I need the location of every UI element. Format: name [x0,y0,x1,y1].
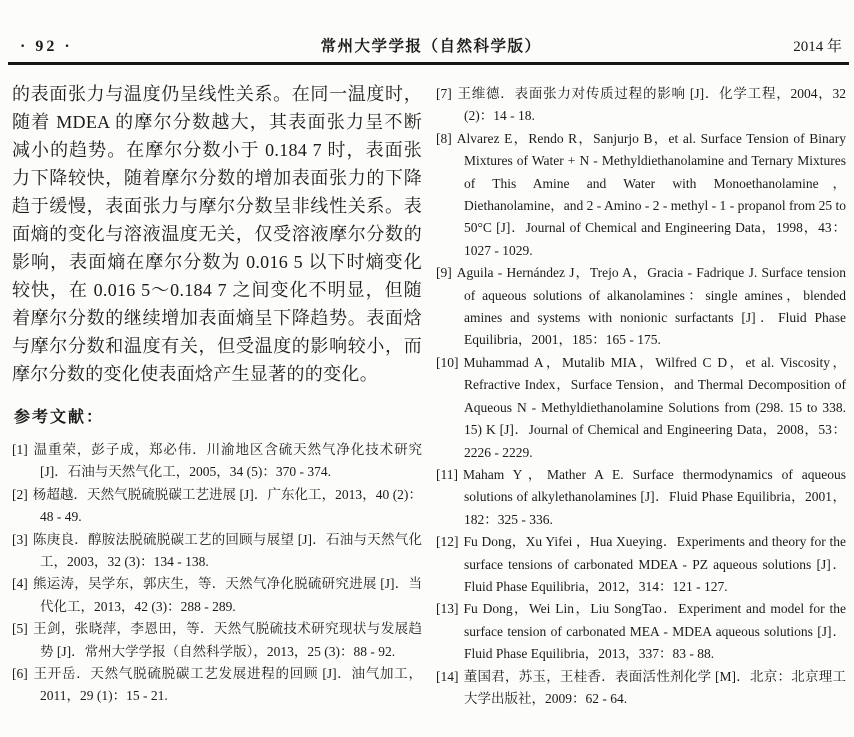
reference-item [436,352,846,464]
reference-text: 温重荣，彭子成，郑必伟．川渝地区含硫天然气净化技术研究 [J]．石油与天然气化工，2005，34 (5)：370 - 374. [32,442,422,480]
two-column-layout [12,80,846,737]
reference-list-left [12,439,422,708]
references-heading: 参考文献： [14,409,105,426]
reference-label: [6] [12,666,28,682]
reference-label: [13] [436,601,459,617]
reference-item [436,464,846,531]
reference-text: Aguila - Hernández J，Trejo A，Gracia - Fadrique J. Surface tension of aqueous solutions of alkanolamines：single amines，blended amines and systems with nonionic surfactants [J]．Fluid Phase Equilibria，2001，185：165 - 175. [456,265,846,348]
reference-item [12,618,422,663]
reference-text: 王剑，张晓萍，李恩田，等．天然气脱硫技术研究现状与发展趋势 [J]．常州大学学报（自然科学版），2013，25 (3)：88 - 92. [32,621,422,659]
reference-text: Alvarez E，Rendo R，Sanjurjo B，et al. Surface Tension of Binary Mixtures of Water + N - Methyldiethanolamine and Ternary Mixtures of This Amine and Water with Monoethanolamine，Diethanolamine，and 2 - Amino - 2 - methyl - 1 - propanol from 25 to 50°C [J]．Journal of Chemical and Engineering Data，1998，43：1027 - 1029. [456,130,846,258]
reference-item [12,529,422,574]
reference-label: [8] [436,130,452,146]
reference-item [436,598,846,665]
reference-label: [11] [436,466,458,482]
reference-text: Fu Dong，Xu Yifei ，Hua Xueying．Experiments and theory for the surface tensions of carbonated MDEA - PZ aqueous solutions [J]．Fluid Phase Equilibria，2012，314：121 - 127. [463,534,846,594]
header-rule [8,62,849,65]
reference-text: 王维德．表面张力对传质过程的影响 [J]．化学工程，2004，32 (2)：14 - 18. [456,86,846,124]
reference-text: 熊运涛，吴学东，郭庆生，等．天然气净化脱硫研究进展 [J]．当代化工，2013，42 (3)：288 - 289. [32,576,422,614]
left-column [12,80,422,737]
reference-label: [4] [12,576,28,592]
reference-label: [5] [12,621,28,637]
reference-label: [14] [436,668,459,684]
reference-item [12,484,422,529]
reference-text: Maham Y，Mather A E. Surface thermodynamics of aqueous solutions of alkylethanolamines [J]．Fluid Phase Equilibria，2001，182：325 - 336. [463,466,846,527]
reference-label: [12] [436,534,459,550]
reference-item [436,262,846,352]
reference-item [436,666,846,711]
body-paragraph: 的表面张力与温度仍呈线性关系。在同一温度时，随着 MDEA 的摩尔分数越大，其表面张力呈不断减小的趋势。在摩尔分数小于 0.184 7 时，表面张力下降较快，随着摩尔分数的增加表面张力的下降趋于缓慢，表面张力与摩尔分数呈非线性关系。表面熵的变化与溶液温度无关，仅受溶液摩尔分数的影响，表面熵在摩尔分数为 0.016 5 以下时熵变化较快，在 0.016 5～0.184 7 之间变化不明显，但随着摩尔分数的继续增加表面熵呈下降趋势。表面焓与摩尔分数和温度有关，但受温度的影响较小，而摩尔分数的变化使表面焓产生显著的的变化。 [12,84,422,384]
running-header [20,34,842,56]
reference-label: [9] [436,265,452,281]
journal-title: 常州大学学报（自然科学版） [320,38,542,55]
reference-label: [1] [12,442,28,457]
reference-text: 王开岳．天然气脱硫脱碳工艺发展进程的回顾 [J]．油气加工，2011，29 (1)：15 - 21. [32,666,422,704]
reference-text: 陈庚良．醇胺法脱硫脱碳工艺的回顾与展望 [J]．石油与天然气化工，2003，32 (3)：134 - 138. [32,531,422,570]
reference-text: 杨超越．天然气脱硫脱碳工艺进展 [J]．广东化工，2013，40 (2)：48 - 49. [32,486,422,525]
right-column [436,80,846,737]
reference-item [436,531,846,598]
reference-item [12,573,422,618]
reference-item [436,128,846,262]
reference-label: [2] [12,486,28,502]
reference-item [12,663,422,708]
reference-list-right [436,80,846,710]
reference-label: [3] [12,531,28,547]
year-label: 2014 年 [793,39,842,55]
reference-text: 董国君，苏玉，王桂香．表面活性剂化学 [M]．北京：北京理工大学出版社，2009：62 - 64. [463,668,846,706]
page-number: · 92 · [20,38,73,55]
reference-text: Fu Dong，Wei Lin，Liu SongTao．Experiment and model for the surface tension of carbonated MEA - MDEA aqueous solutions [J]．Fluid Phase Equilibria，2013，337：83 - 88. [463,601,846,662]
reference-text: Muhammad A，Mutalib MIA，Wilfred C D，et al. Viscosity，Refractive Index，Surface Tension，and Thermal Decomposition of Aqueous N - Methyldiethanolamine Solutions from (298. 15 to 338. 15) K [J]．Journal of Chemical and Engineering Data，2008，53：2226 - 2229. [463,354,846,460]
reference-label: [10] [436,354,459,370]
reference-item [12,439,422,484]
reference-item [436,83,846,128]
reference-label: [7] [436,86,452,101]
